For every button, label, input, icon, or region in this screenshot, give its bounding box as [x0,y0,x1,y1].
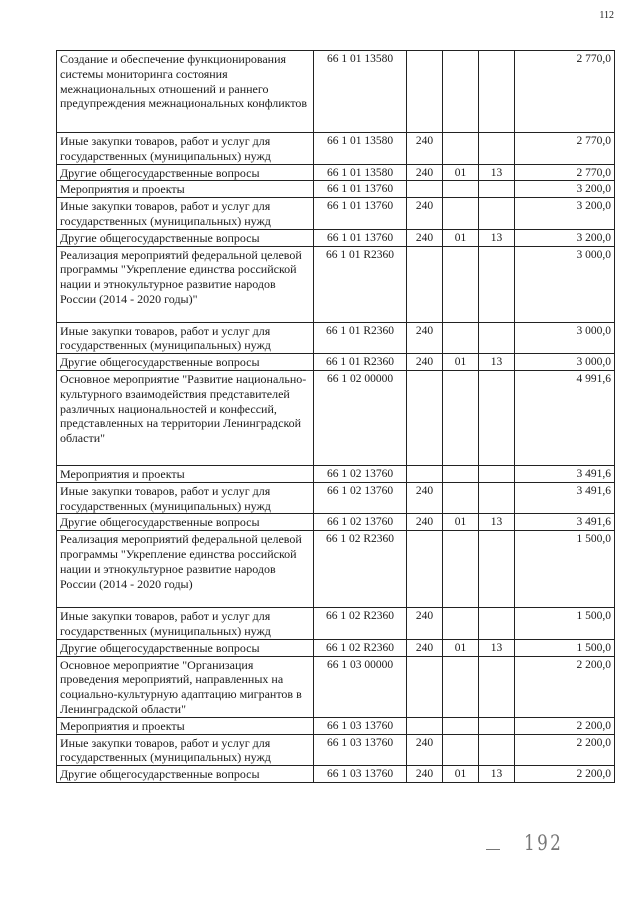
table-row [57,229,615,246]
row-section [443,465,479,482]
row-amount: 4 991,6 [515,370,615,465]
row-amount: 2 770,0 [515,133,615,165]
table-row [57,656,615,717]
row-subsection: 13 [479,639,515,656]
row-amount: 2 200,0 [515,766,615,783]
row-subsection [479,482,515,514]
row-expense-type: 240 [407,734,443,766]
archive-stamp [486,831,576,861]
row-name: Иные закупки товаров, работ и услуг для государственных (муниципальных) нужд [57,482,314,514]
row-code: 66 1 01 13760 [314,229,407,246]
row-expense-type: 240 [407,639,443,656]
row-section [443,734,479,766]
row-subsection [479,656,515,717]
row-code: 66 1 02 13760 [314,514,407,531]
row-section: 01 [443,229,479,246]
row-section [443,482,479,514]
row-name: Иные закупки товаров, работ и услуг для государственных (муниципальных) нужд [57,198,314,230]
row-code: 66 1 01 R2360 [314,246,407,322]
row-code: 66 1 02 R2360 [314,608,407,640]
row-subsection [479,734,515,766]
table-row [57,608,615,640]
row-name: Другие общегосударственные вопросы [57,354,314,371]
table-row [57,181,615,198]
row-subsection: 13 [479,164,515,181]
row-section [443,322,479,354]
row-amount: 2 200,0 [515,656,615,717]
row-amount: 3 200,0 [515,181,615,198]
row-section [443,51,479,133]
table-row [57,766,615,783]
row-section [443,133,479,165]
row-subsection [479,198,515,230]
row-amount: 2 200,0 [515,717,615,734]
row-name: Другие общегосударственные вопросы [57,766,314,783]
row-expense-type [407,717,443,734]
row-code: 66 1 01 13760 [314,198,407,230]
row-code: 66 1 02 13760 [314,482,407,514]
row-expense-type [407,246,443,322]
row-amount: 3 491,6 [515,482,615,514]
table-row [57,531,615,608]
row-amount: 3 000,0 [515,322,615,354]
row-subsection [479,531,515,608]
row-code: 66 1 03 13760 [314,717,407,734]
row-code: 66 1 03 13760 [314,734,407,766]
row-expense-type: 240 [407,514,443,531]
row-code: 66 1 01 R2360 [314,354,407,371]
row-section: 01 [443,766,479,783]
table-row [57,482,615,514]
row-subsection [479,322,515,354]
row-name: Реализация мероприятий федеральной целевой программы "Укрепление единства российской нации и этнокультурное развитие народов России (2014 - 2020 годы)" [57,246,314,322]
row-subsection [479,133,515,165]
row-section [443,717,479,734]
row-expense-type: 240 [407,766,443,783]
table-row [57,246,615,322]
row-name: Иные закупки товаров, работ и услуг для государственных (муниципальных) нужд [57,734,314,766]
row-subsection [479,181,515,198]
row-expense-type: 240 [407,229,443,246]
row-name: Реализация мероприятий федеральной целевой программы "Укрепление единства российской нации и этнокультурное развитие народов России (2014 - 2020 годы) [57,531,314,608]
row-expense-type [407,531,443,608]
table-row [57,514,615,531]
row-section [443,608,479,640]
row-code: 66 1 02 00000 [314,370,407,465]
row-section: 01 [443,639,479,656]
row-code: 66 1 01 13580 [314,51,407,133]
row-subsection [479,370,515,465]
row-name: Мероприятия и проекты [57,717,314,734]
row-code: 66 1 03 00000 [314,656,407,717]
row-amount: 3 000,0 [515,354,615,371]
table-row [57,133,615,165]
row-section [443,246,479,322]
row-expense-type: 240 [407,322,443,354]
table-row [57,717,615,734]
row-name: Основное мероприятие "Организация проведения мероприятий, направленных на социально-культурную адаптацию мигрантов в Ленинградской области" [57,656,314,717]
table-row [57,465,615,482]
row-expense-type: 240 [407,164,443,181]
row-section [443,181,479,198]
budget-table [56,50,615,783]
row-expense-type [407,656,443,717]
row-subsection [479,51,515,133]
row-code: 66 1 02 R2360 [314,639,407,656]
row-name: Другие общегосударственные вопросы [57,229,314,246]
stamp-number: 192 [524,831,564,855]
row-code: 66 1 02 13760 [314,465,407,482]
table-row [57,198,615,230]
row-section [443,198,479,230]
row-name: Мероприятия и проекты [57,181,314,198]
row-subsection: 13 [479,514,515,531]
row-subsection [479,717,515,734]
row-name: Основное мероприятие "Развитие национально-культурного взаимодействия представителей различных национальностей и конфессий, представленных на территории Ленинградской области" [57,370,314,465]
row-code: 66 1 01 13580 [314,133,407,165]
row-expense-type [407,51,443,133]
row-section: 01 [443,164,479,181]
row-code: 66 1 01 R2360 [314,322,407,354]
table-row [57,51,615,133]
table-row [57,370,615,465]
row-amount: 3 491,6 [515,465,615,482]
page-number: 112 [599,10,614,21]
row-subsection [479,608,515,640]
row-amount: 1 500,0 [515,531,615,608]
row-subsection: 13 [479,354,515,371]
row-expense-type: 240 [407,133,443,165]
row-name: Создание и обеспечение функционирования системы мониторинга состояния межнациональных отношений и раннего предупреждения межнациональных конфликтов [57,51,314,133]
row-expense-type [407,181,443,198]
row-name: Другие общегосударственные вопросы [57,164,314,181]
row-section [443,656,479,717]
row-subsection [479,465,515,482]
row-amount: 1 500,0 [515,639,615,656]
table-row [57,639,615,656]
row-expense-type: 240 [407,198,443,230]
row-amount: 2 770,0 [515,164,615,181]
row-expense-type [407,465,443,482]
table-row [57,164,615,181]
row-amount: 2 200,0 [515,734,615,766]
row-name: Иные закупки товаров, работ и услуг для государственных (муниципальных) нужд [57,133,314,165]
row-code: 66 1 03 13760 [314,766,407,783]
row-name: Другие общегосударственные вопросы [57,514,314,531]
row-amount: 3 491,6 [515,514,615,531]
table-row [57,354,615,371]
row-expense-type: 240 [407,354,443,371]
row-name: Другие общегосударственные вопросы [57,639,314,656]
row-amount: 1 500,0 [515,608,615,640]
table-row [57,322,615,354]
row-subsection [479,246,515,322]
row-code: 66 1 01 13760 [314,181,407,198]
table-row [57,734,615,766]
row-expense-type [407,370,443,465]
row-section [443,531,479,608]
row-name: Иные закупки товаров, работ и услуг для государственных (муниципальных) нужд [57,608,314,640]
row-section [443,370,479,465]
row-expense-type: 240 [407,608,443,640]
budget-table-body [57,51,615,783]
row-section: 01 [443,354,479,371]
row-section: 01 [443,514,479,531]
row-subsection: 13 [479,766,515,783]
row-expense-type: 240 [407,482,443,514]
row-amount: 3 200,0 [515,198,615,230]
stamp-dash [486,849,500,850]
row-amount: 3 200,0 [515,229,615,246]
row-amount: 2 770,0 [515,51,615,133]
row-code: 66 1 01 13580 [314,164,407,181]
row-code: 66 1 02 R2360 [314,531,407,608]
row-name: Мероприятия и проекты [57,465,314,482]
row-name: Иные закупки товаров, работ и услуг для государственных (муниципальных) нужд [57,322,314,354]
row-amount: 3 000,0 [515,246,615,322]
row-subsection: 13 [479,229,515,246]
